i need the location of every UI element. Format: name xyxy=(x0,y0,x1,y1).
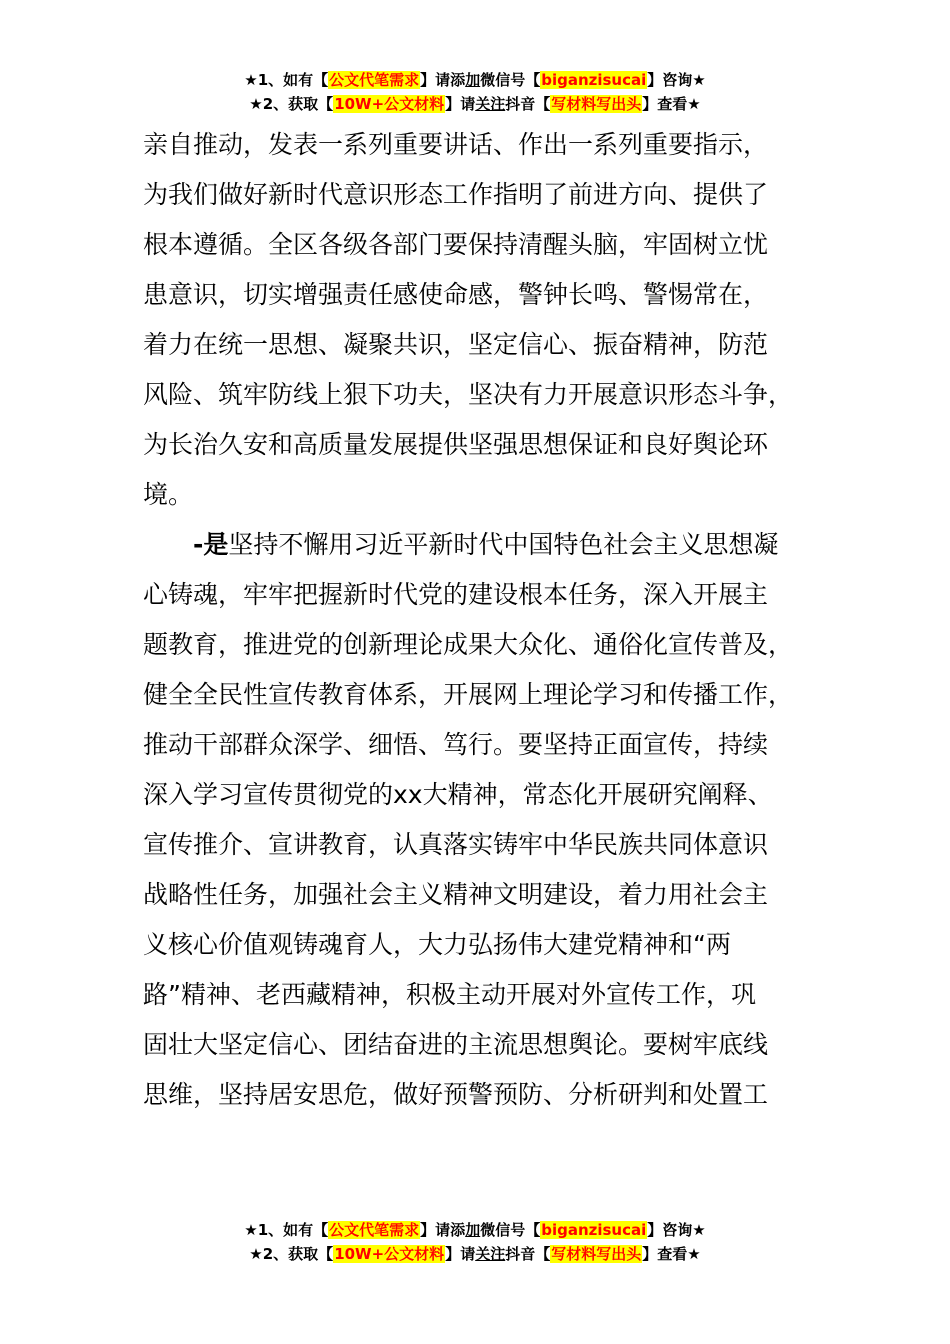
text-line: 路”精神、老西藏精神，积极主动开展对外宣传工作，巩 xyxy=(143,980,756,1009)
text-line: 为我们做好新时代意识形态工作指明了前进方向、提供了 xyxy=(143,180,769,209)
text-line: 义核心价值观铸魂育人，大力弘扬伟大建党精神和“两 xyxy=(143,930,731,959)
banner-line-1: ★1、如有【公文代笔需求】请添加微信号【biganzisucai】咨询★ xyxy=(244,1221,706,1239)
paragraph xyxy=(143,520,807,1120)
highlight-douyin-account: 写材料写出头 xyxy=(551,1245,642,1263)
highlight-wechat-id: biganzisucai xyxy=(541,71,647,89)
highlight-service: 公文代笔需求 xyxy=(329,71,420,89)
banner-line-2: ★2、获取【10W+公文材料】请关注抖音【写材料写出头】查看★ xyxy=(249,95,701,113)
highlight-materials: 10W+公文材料 xyxy=(334,95,445,113)
text-line: 健全全民性宣传教育体系，开展网上理论学习和传播工作， xyxy=(143,680,794,709)
text-line: 风险、筑牢防线上狠下功夫，坚决有力开展意识形态斗争， xyxy=(143,380,794,409)
text-line: -是坚持不懈用习近平新时代中国特色社会主义思想凝 xyxy=(193,530,779,559)
document-body xyxy=(143,120,807,1120)
highlight-service: 公文代笔需求 xyxy=(329,1221,420,1239)
text-line: 宣传推介、宣讲教育，认真落实铸牢中华民族共同体意识 xyxy=(143,830,769,859)
paragraph xyxy=(143,120,807,520)
text-line: 根本遵循。全区各级各部门要保持清醒头脑，牢固树立忧 xyxy=(143,230,769,259)
highlight-douyin-account: 写材料写出头 xyxy=(551,95,642,113)
text-line: 深入学习宣传贯彻党的xx大精神，常态化开展研究阐释、 xyxy=(143,780,773,809)
footer-banner xyxy=(0,1218,950,1266)
highlight-wechat-id: biganzisucai xyxy=(541,1221,647,1239)
text-line: 推动干部群众深学、细悟、笃行。要坚持正面宣传，持续 xyxy=(143,730,769,759)
text-line: 亲自推动，发表一系列重要讲话、作出一系列重要指示， xyxy=(143,130,769,159)
header-banner xyxy=(0,68,950,116)
paragraph-lead: -是 xyxy=(193,530,229,559)
highlight-materials: 10W+公文材料 xyxy=(334,1245,445,1263)
text-line: 患意识，切实增强责任感使命感，警钟长鸣、警惕常在， xyxy=(143,280,769,309)
text-line: 思维，坚持居安思危，做好预警预防、分析研判和处置工 xyxy=(143,1080,769,1109)
text-line: 战略性任务，加强社会主义精神文明建设，着力用社会主 xyxy=(143,880,769,909)
banner-line-2: ★2、获取【10W+公文材料】请关注抖音【写材料写出头】查看★ xyxy=(249,1245,701,1263)
text-line: 着力在统一思想、凝聚共识，坚定信心、振奋精神，防范 xyxy=(143,330,769,359)
text-line: 固壮大坚定信心、团结奋进的主流思想舆论。要树牢底线 xyxy=(143,1030,769,1059)
text-line: 题教育，推进党的创新理论成果大众化、通俗化宣传普及， xyxy=(143,630,794,659)
text-line: 心铸魂，牢牢把握新时代党的建设根本任务，深入开展主 xyxy=(143,580,769,609)
banner-line-1: ★1、如有【公文代笔需求】请添加微信号【biganzisucai】咨询★ xyxy=(244,71,706,89)
text-line: 境。 xyxy=(143,480,194,509)
text-line: 为长治久安和高质量发展提供坚强思想保证和良好舆论环 xyxy=(143,430,769,459)
